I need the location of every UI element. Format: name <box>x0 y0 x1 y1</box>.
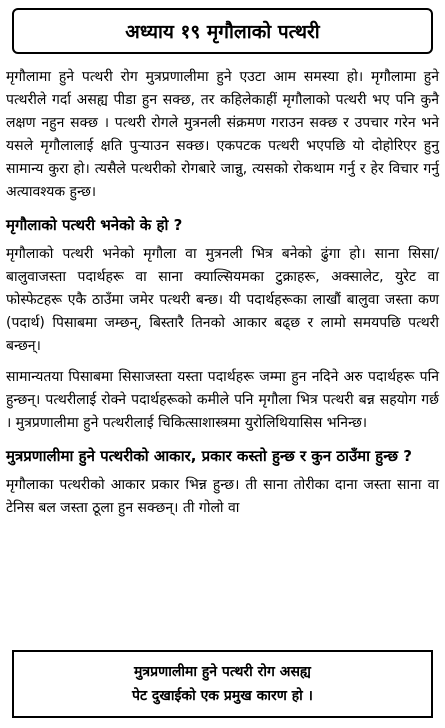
intro-paragraph: मृगौलामा हुने पत्थरी रोग मुत्रप्रणालीमा हुने एउटा आम समस्या हो। मृगौलामा हुने पत्थरीले गर्दा असह्य पीडा हुन सक्छ, तर कहिलेकाहीं मृगौलाको पत्थरी भए पनि कुनै लक्षण नहुन सक्छ । पत्थरी रोगले मुत्रनली संक्रमण गराउन सक्छ र उपचार गरेन भने यसले मृगौलालाई क्षति पुऱ्याउन सक्छ। एकपटक पत्थरी भएपछि यो दोहोरिएर हुनु सामान्य कुरा हो। त्यसैले पत्थरीको रोगबारे जान्नु, त्यसको रोकथाम गर्नु र हेर विचार गर्नु अत्यावश्यक हुन्छ। <box>6 69 439 200</box>
section1-paragraph-2: सामान्यतया पिसाबमा सिसाजस्ता यस्ता पदार्थहरू जम्मा हुन नदिने अरु पदार्थहरू पनि हुन्छन्। पत्थरीलाई रोक्ने पदार्थहरूको कमीले पनि मृगौला भित्र पत्थरी बन्न सहयोग गर्छ । मुत्रप्रणालीमा हुने पत्थरीलाई चिकित्साशास्त्रमा युरोलिथियासिस भनिन्छ। <box>6 369 439 431</box>
section2-paragraph-1: मृगौलाका पत्थरीको आकार प्रकार भिन्न हुन्छ। ती साना तोरीका दाना जस्ता साना वा टेनिस बल जस्ता ठूला हुन सक्छन्। ती गोलो वा <box>6 477 439 516</box>
callout-box <box>12 650 433 718</box>
document-page <box>0 8 445 728</box>
callout-line-2: पेट दुखाईको एक प्रमुख कारण हो । <box>132 688 313 704</box>
callout-line-1: मुत्रप्रणालीमा हुने पत्थरी रोग असह्य <box>134 664 311 680</box>
section-heading-what-is: मृगौलाको पत्थरी भनेको के हो ? <box>6 216 183 234</box>
chapter-title-box <box>12 8 433 54</box>
chapter-title: अध्याय १९ मृगौलाको पत्थरी <box>125 21 320 43</box>
section-heading-size-type: मुत्रप्रणालीमा हुने पत्थरीको आकार, प्रकार कस्तो हुन्छ र कुन ठाउँमा हुन्छ ? <box>6 447 412 465</box>
document-body <box>6 66 439 520</box>
section1-paragraph-1: मृगौलाको पत्थरी भनेको मृगौला वा मुत्रनली भित्र बनेको ढुंगा हो। साना सिसा/बालुवाजस्ता पदार्थहरू वा साना क्याल्सियमका टुक्राहरू, अक्सालेट, युरेट वा फोस्फेटहरू एकै ठाउँमा जमेर पत्थरी बन्छ। यी पदार्थहरूका लाखौं बालुवा जस्ता कण (पदार्थ) पिसाबमा जम्छन्, बिस्तारै तिनको आकार बढ्छ र लामो समयपछि पत्थरी बन्छन्। <box>6 246 439 354</box>
